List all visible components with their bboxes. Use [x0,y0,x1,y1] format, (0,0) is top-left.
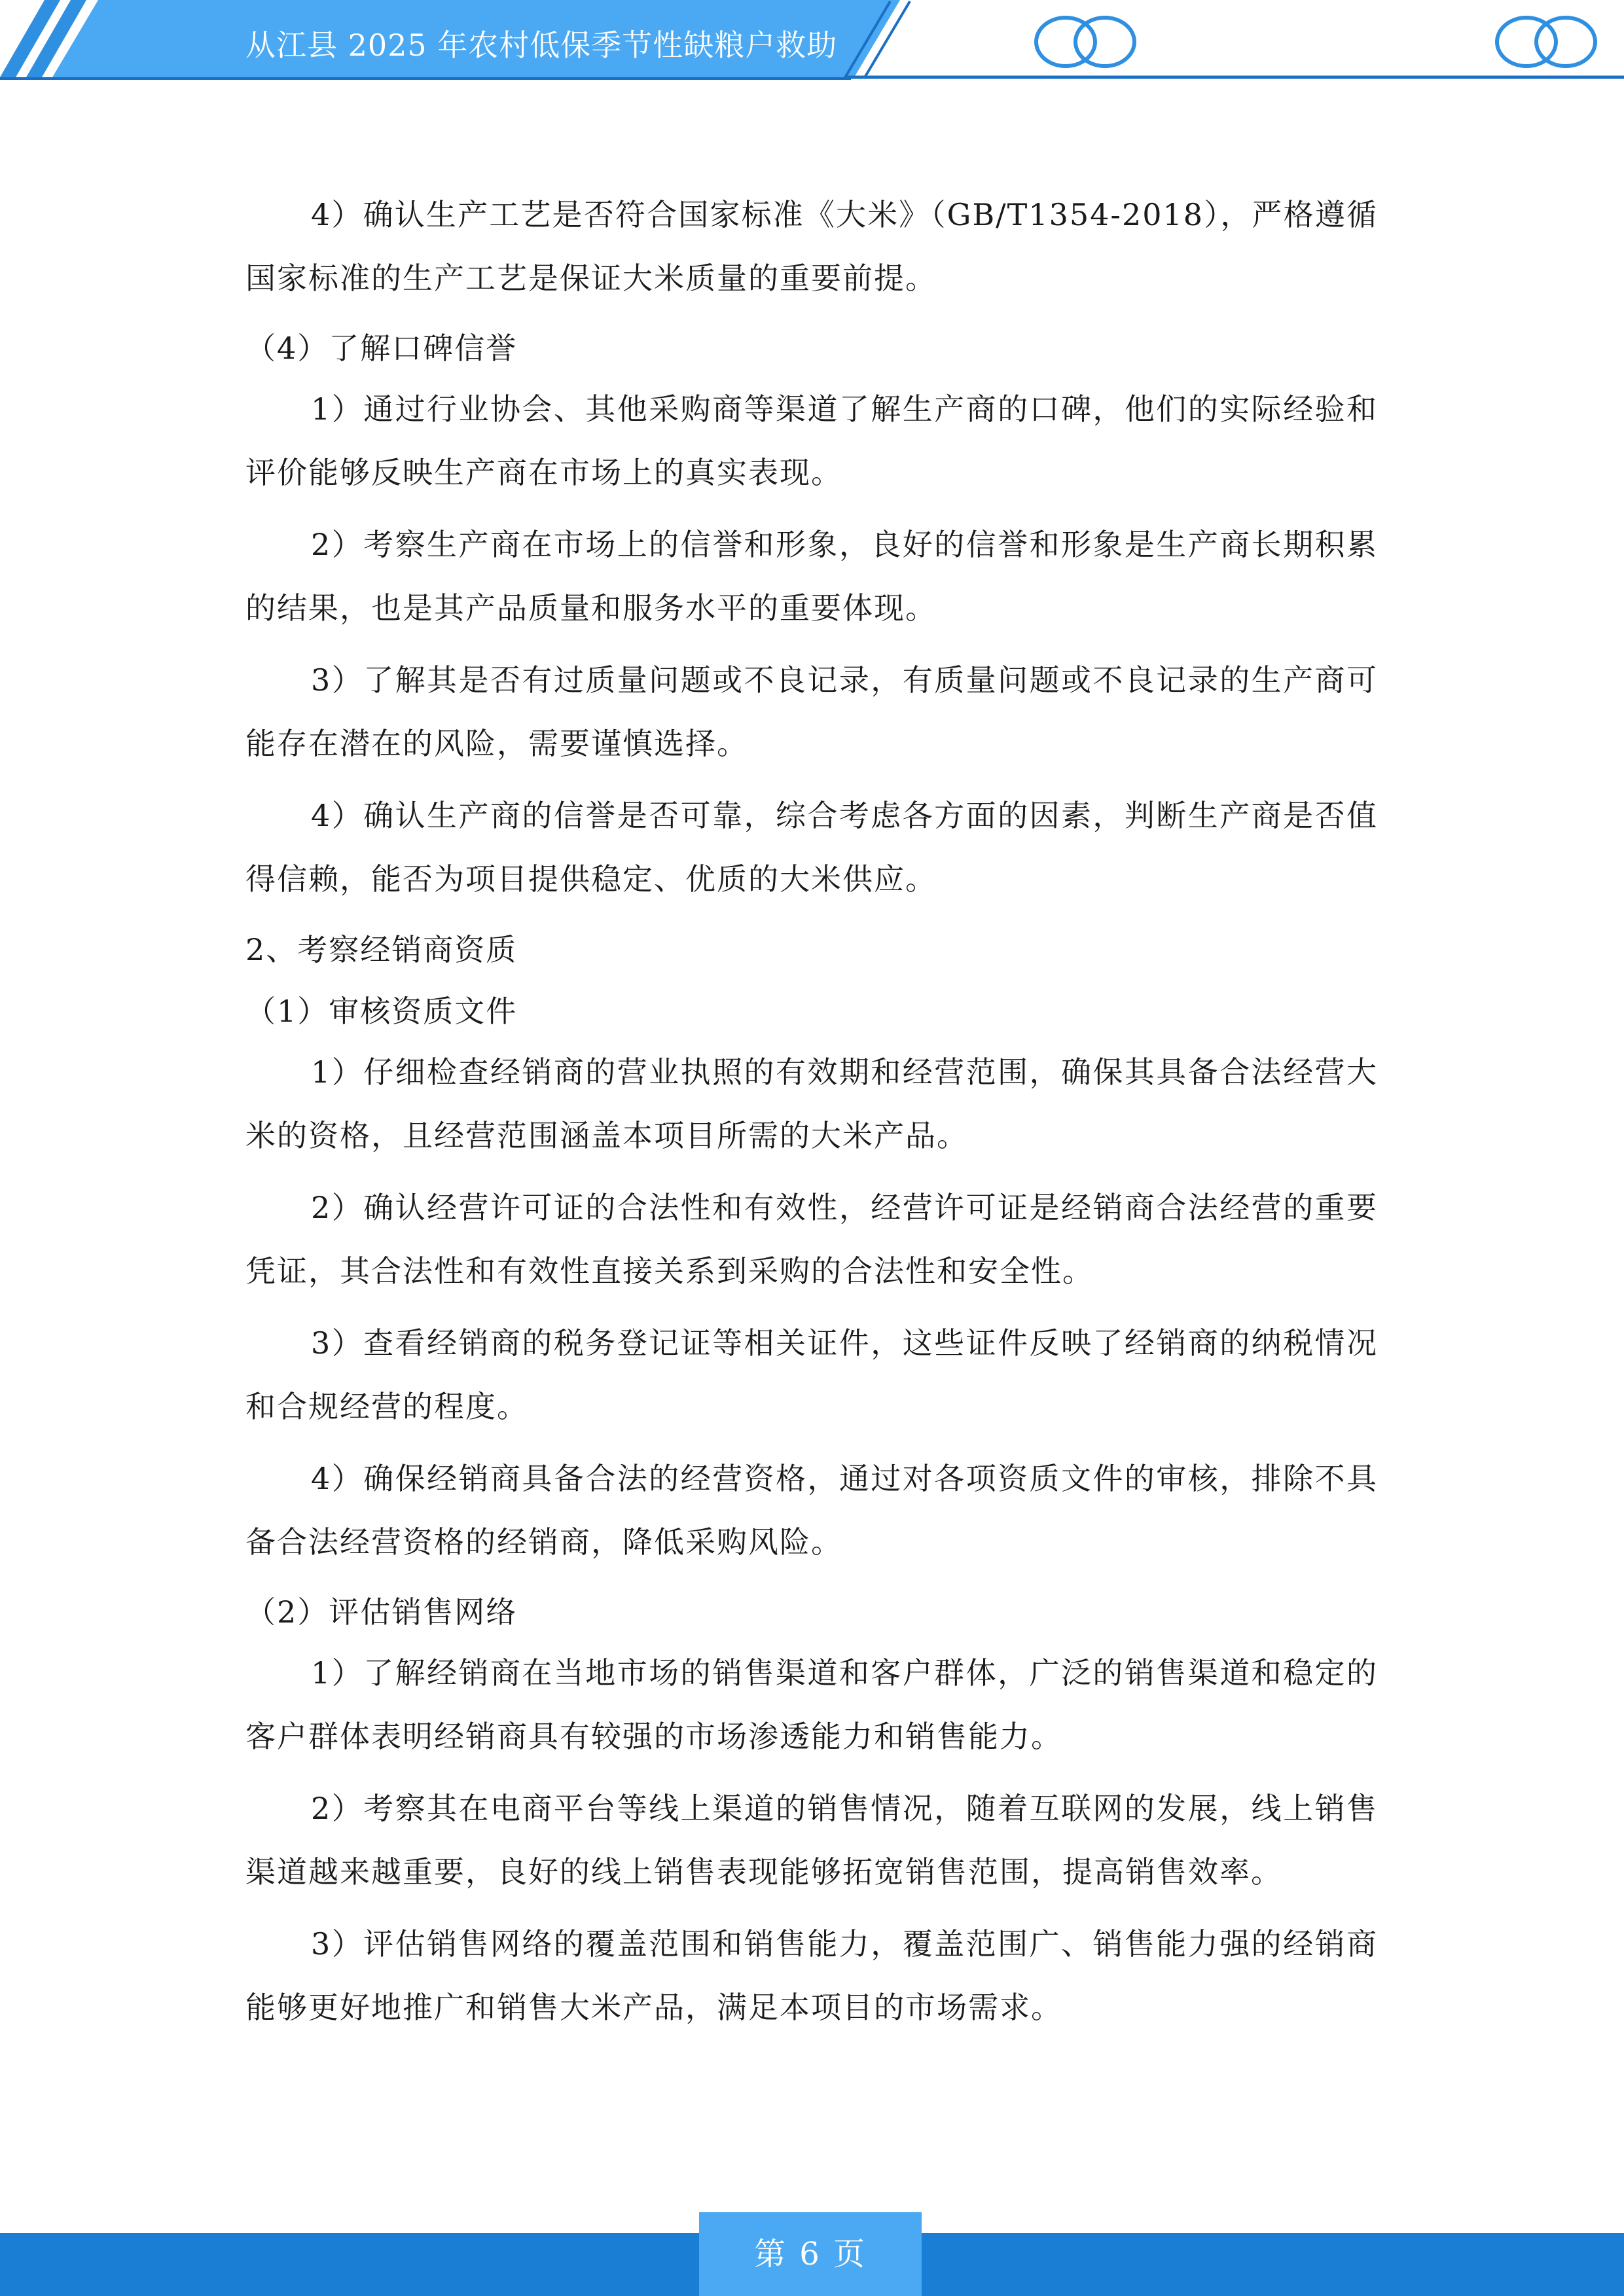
section-heading: 2、考察经销商资质 [245,932,518,967]
paragraph: 4）确保经销商具备合法的经营资格，通过对各项资质文件的审核，排除不具备合法经营资格的经销商，降低采购风险。 [245,1461,1378,1560]
paragraph: 3）了解其是否有过质量问题或不良记录，有质量问题或不良记录的生产商可能存在潜在的风险，需要谨慎选择。 [245,662,1378,761]
rings-icon [1036,18,1134,66]
subheading: （4）了解口碑信誉 [245,331,518,366]
paragraph: 2）考察其在电商平台等线上渠道的销售情况，随着互联网的发展，线上销售渠道越来越重要，良好的线上销售表现能够拓宽销售范围，提高销售效率。 [245,1791,1378,1890]
paragraph: 3）评估销售网络的覆盖范围和销售能力，覆盖范围广、销售能力强的经销商能够更好地推广和销售大米产品，满足本项目的市场需求。 [245,1926,1378,2025]
rings-icon [1497,18,1595,66]
document-body [245,183,1378,2048]
paragraph: 2）确认经营许可证的合法性和有效性，经营许可证是经销商合法经营的重要凭证，其合法性和有效性直接关系到采购的合法性和安全性。 [245,1190,1378,1289]
paragraph: 2）考察生产商在市场上的信誉和形象，良好的信誉和形象是生产商长期积累的结果，也是其产品质量和服务水平的重要体现。 [245,527,1378,626]
header-title: 从江县 2025 年农村低保季节性缺粮户救助 [245,27,838,63]
paragraph: 3）查看经销商的税务登记证等相关证件，这些证件反映了经销商的纳税情况和合规经营的程度。 [245,1325,1378,1424]
subheading: （1）审核资质文件 [245,994,518,1029]
paragraph: 1）仔细检查经销商的营业执照的有效期和经营范围，确保其具备合法经营大米的资格，且经营范围涵盖本项目所需的大米产品。 [245,1054,1378,1153]
page-number: 第 6 页 [699,2212,922,2296]
page-header [0,0,1624,85]
paragraph: 1）通过行业协会、其他采购商等渠道了解生产商的口碑，他们的实际经验和评价能够反映生产商在市场上的真实表现。 [245,391,1378,490]
paragraph: 4）确认生产工艺是否符合国家标准《大米》（GB/T1354-2018），严格遵循国家标准的生产工艺是保证大米质量的重要前提。 [245,197,1378,296]
paragraph: 4）确认生产商的信誉是否可靠，综合考虑各方面的因素，判断生产商是否值得信赖，能否为项目提供稳定、优质的大米供应。 [245,798,1378,897]
subheading: （2）评估销售网络 [245,1594,518,1630]
paragraph: 1）了解经销商在当地市场的销售渠道和客户群体，广泛的销售渠道和稳定的客户群体表明经销商具有较强的市场渗透能力和销售能力。 [245,1655,1378,1754]
